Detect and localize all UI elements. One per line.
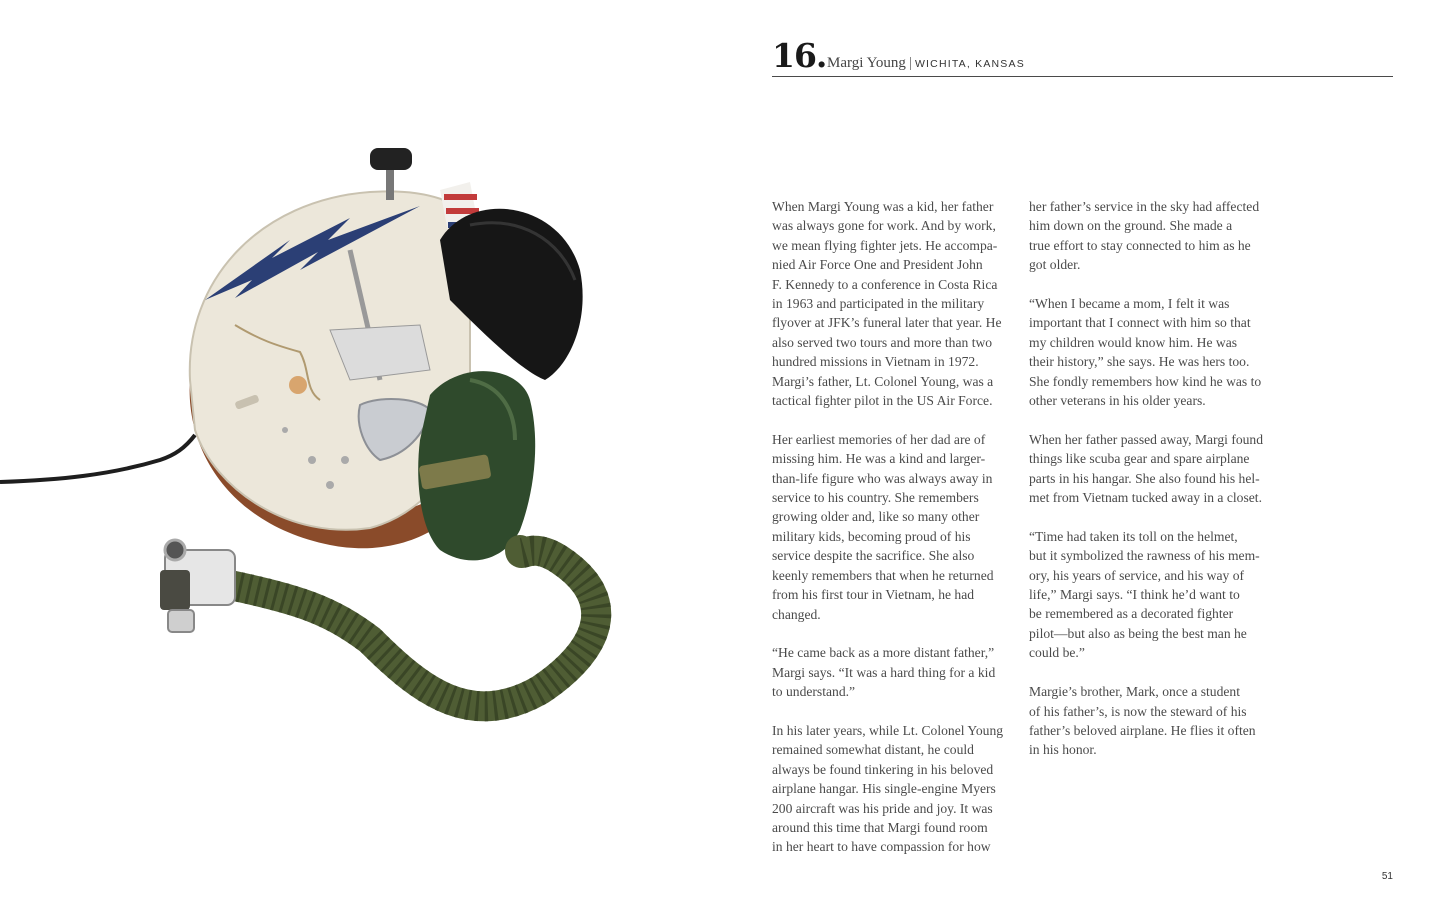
paragraph xyxy=(1029,294,1269,410)
text-line: their history,” she says. He was hers too. xyxy=(1029,354,1250,370)
text-line: Margi says. “It was a hard thing for a kid xyxy=(772,664,996,680)
text-line: could be.” xyxy=(1029,645,1085,661)
text-line: In his later years, while Lt. Colonel Young xyxy=(772,722,1004,738)
text-line: be remembered as a decorated fighter xyxy=(1029,606,1234,622)
text-line: military kids, becoming proud of his xyxy=(772,528,971,544)
text-line: remained somewhat distant, he could xyxy=(772,742,974,758)
text-line: than-life figure who was always away in xyxy=(772,470,993,486)
text-line: missing him. He was a kind and larger- xyxy=(772,451,986,467)
text-line: met from Vietnam tucked away in a closet. xyxy=(1029,490,1262,506)
text-line: When Margi Young was a kid, her father xyxy=(772,199,994,214)
text-line: She fondly remembers how kind he was to xyxy=(1029,373,1262,389)
helmet-photo xyxy=(0,130,650,800)
text-line: her father’s service in the sky had affected xyxy=(1029,199,1260,214)
text-line: him down on the ground. She made a xyxy=(1029,218,1233,234)
text-line: of his father’s, is now the steward of his xyxy=(1029,703,1247,719)
story-number: 16. xyxy=(772,36,827,75)
text-line: nied Air Force One and President John xyxy=(772,257,983,273)
text-line: but it symbolized the rawness of his mem- xyxy=(1029,548,1260,564)
text-line: other veterans in his older years. xyxy=(1029,393,1206,409)
page-number: 51 xyxy=(1381,871,1393,882)
text-line: in her heart to have compassion for how xyxy=(772,839,991,855)
text-line: got older. xyxy=(1029,257,1081,273)
text-column-right xyxy=(1029,197,1269,779)
text-line: from his first tour in Vietnam, he had xyxy=(772,587,975,603)
text-line: service to his country. She remembers xyxy=(772,490,979,506)
text-line: things like scuba gear and spare airplane xyxy=(1029,451,1250,467)
text-line: pilot—but also as being the best man he xyxy=(1029,625,1247,641)
text-line: Her earliest memories of her dad are of xyxy=(772,431,986,447)
text-line: to understand.” xyxy=(772,684,856,700)
text-line: Margie’s brother, Mark, once a student xyxy=(1029,684,1240,700)
text-line: parts in his hangar. She also found his hel- xyxy=(1029,470,1260,486)
text-line: airplane hangar. His single-engine Myers xyxy=(772,781,996,797)
paragraph xyxy=(1029,682,1269,760)
paragraph xyxy=(1029,527,1269,663)
paragraph xyxy=(772,643,1012,701)
story-location: WICHITA, KANSAS xyxy=(914,58,1025,70)
text-line: hundred missions in Vietnam in 1972. xyxy=(772,354,979,370)
text-line: life,” Margi says. “I think he’d want to xyxy=(1029,587,1240,603)
text-line: always be found tinkering in his beloved xyxy=(772,761,994,777)
paragraph xyxy=(1029,197,1269,275)
story-header xyxy=(772,36,1393,77)
text-line: important that I connect with him so that xyxy=(1029,315,1251,331)
text-line: F. Kennedy to a conference in Costa Rica xyxy=(772,276,998,292)
text-line: When her father passed away, Margi found xyxy=(1029,431,1264,447)
text-line: flyover at JFK’s funeral later that year. He xyxy=(772,315,1002,331)
text-line: “Time had taken its toll on the helmet, xyxy=(1029,528,1238,544)
paragraph xyxy=(772,721,1012,857)
byline-separator: | xyxy=(908,55,912,71)
text-line: changed. xyxy=(772,606,821,622)
story-byline xyxy=(827,54,1025,73)
helmet-cable xyxy=(0,435,195,482)
text-line: father’s beloved airplane. He flies it often xyxy=(1029,722,1256,738)
text-line: Margi’s father, Lt. Colonel Young, was a xyxy=(772,373,994,389)
text-line: 200 aircraft was his pride and joy. It was xyxy=(772,800,993,816)
text-line: we mean flying fighter jets. He accompa- xyxy=(772,237,998,253)
text-line: ory, his years of service, and his way of xyxy=(1029,567,1245,583)
text-line: tactical fighter pilot in the US Air Force. xyxy=(772,393,993,409)
text-line: around this time that Margi found room xyxy=(772,819,988,835)
text-line: my children would know him. He was xyxy=(1029,334,1238,350)
text-line: growing older and, like so many other xyxy=(772,509,980,525)
text-column-left xyxy=(772,197,1012,876)
text-line: service despite the sacrifice. She also xyxy=(772,548,975,564)
text-line: true effort to stay connected to him as he xyxy=(1029,237,1251,253)
text-line: also served two tours and more than two xyxy=(772,334,993,350)
paragraph xyxy=(1029,430,1269,508)
text-line: in his honor. xyxy=(1029,742,1097,758)
text-line: was always gone for work. And by work, xyxy=(772,218,996,234)
paragraph xyxy=(772,430,1012,624)
paragraph xyxy=(772,197,1012,410)
text-line: “He came back as a more distant father,” xyxy=(772,645,995,661)
text-line: in 1963 and participated in the military xyxy=(772,296,985,312)
story-person-name: Margi Young xyxy=(827,55,906,71)
visor-knob xyxy=(370,148,412,170)
text-line: “When I became a mom, I felt it was xyxy=(1029,296,1230,312)
text-line: keenly remembers that when he returned xyxy=(772,567,994,583)
